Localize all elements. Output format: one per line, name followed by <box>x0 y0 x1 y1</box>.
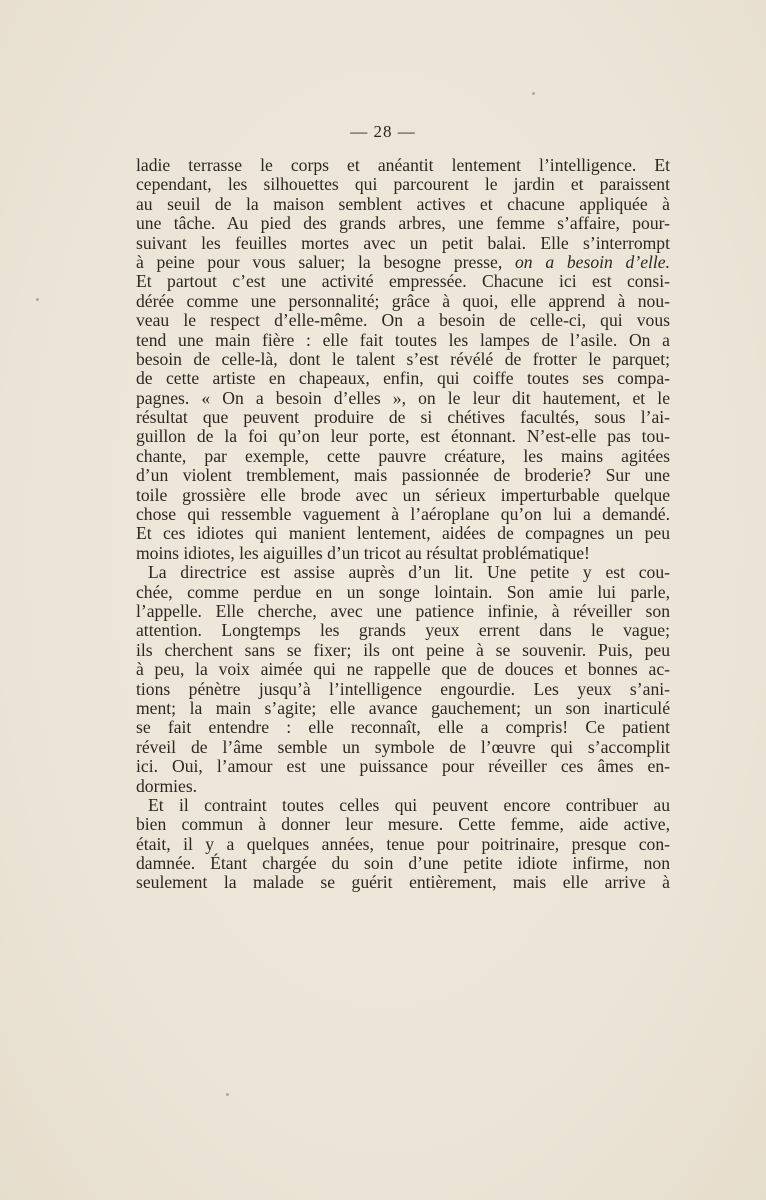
text-line <box>136 718 670 737</box>
text-line-content: seulement la malade se guérit entièrement, mais elle arrive à <box>136 872 670 893</box>
text-line <box>136 835 670 854</box>
text-line <box>136 757 670 776</box>
text-line <box>136 466 670 485</box>
text-line-content: attention. Longtemps les grands yeux errent dans le vague; <box>136 620 670 641</box>
text-line <box>136 369 670 388</box>
text-line-content: au seuil de la maison semblent actives et chacune appliquée à <box>136 193 670 214</box>
text-line-content: tend une main fière : elle fait toutes les lampes de l’asile. On a <box>136 329 670 350</box>
text-line <box>136 272 670 291</box>
text-line-content: veau le respect d’elle-même. On a besoin de celle-ci, qui vous <box>136 310 670 331</box>
text-line <box>136 195 670 214</box>
paper-speck <box>226 1093 229 1096</box>
text-line-content: guillon de la foi qu’on leur porte, est étonnant. N’est-elle pas tou- <box>136 426 670 447</box>
text-line-content: suivant les feuilles mortes avec un petit balai. Elle s’interrompt <box>136 232 670 253</box>
text-line <box>136 253 670 272</box>
text-line-content: bien commun à donner leur mesure. Cette femme, aide active, <box>136 814 670 835</box>
text-line-content: était, il y a quelques années, tenue pour poitrinaire, presque con- <box>136 833 670 854</box>
text-line <box>136 234 670 253</box>
text-line-content: chée, comme perdue en un songe lointain. Son amie lui parle, <box>136 581 670 602</box>
text-line <box>136 156 670 175</box>
text-line-content: de cette artiste en chapeaux, enfin, qui coiffe toutes ses compa- <box>136 368 670 389</box>
text-line-content: Et partout c’est une activité empressée. Chacune ici est consi- <box>136 271 670 292</box>
text-line-content: réveil de l’âme semble un symbole de l’œuvre qui s’accomplit <box>136 736 670 757</box>
text-line-content: ils cherchent sans se fixer; ils ont peine à se souvenir. Puis, peu <box>136 639 670 660</box>
paper-speck <box>36 298 39 301</box>
text-line <box>136 563 670 582</box>
text-line-content: cependant, les silhouettes qui parcourent le jardin et paraissent <box>136 174 670 195</box>
text-line <box>136 660 670 679</box>
text-line <box>136 641 670 660</box>
text-line-content: dérée comme une personnalité; grâce à quoi, elle apprend à nou- <box>136 290 670 311</box>
text-line <box>136 544 670 563</box>
text-line-content: pagnes. « On a besoin d’elles », on le leur dit hautement, et le <box>136 387 670 408</box>
text-line <box>136 486 670 505</box>
text-line <box>136 699 670 718</box>
text-line <box>136 311 670 330</box>
text-line-content: besoin de celle-là, dont le talent s’est révélé de frotter le parquet; <box>136 348 670 369</box>
text-line-content: se fait entendre : elle reconnaît, elle a compris! Ce patient <box>136 717 670 738</box>
text-line <box>136 331 670 350</box>
text-line-content: damnée. Étant chargée du soin d’une petite idiote infirme, non <box>136 853 670 874</box>
text-line <box>136 777 670 796</box>
text-line <box>136 505 670 524</box>
text-line <box>136 583 670 602</box>
text-line-content: à peine pour vous saluer; la besogne presse, <box>136 251 503 272</box>
text-line <box>136 447 670 466</box>
text-line <box>136 854 670 873</box>
text-line <box>136 796 670 815</box>
text-line-content: ladie terrasse le corps et anéantit lentement l’intelligence. Et <box>136 155 670 175</box>
text-line <box>136 524 670 543</box>
text-line-content: toile grossière elle brode avec un sérieux imperturbable quelque <box>136 484 670 505</box>
text-line-content: moins idiotes, les aiguilles d’un tricot au résultat problématique! <box>136 542 590 563</box>
text-line-content: dormies. <box>136 775 198 796</box>
text-line-content: La directrice est assise auprès d’un lit. Une petite y est cou- <box>148 562 670 583</box>
text-line-content: tions pénètre jusqu’à l’intelligence engourdie. Les yeux s’ani- <box>136 678 670 699</box>
text-line <box>136 602 670 621</box>
text-line-content: résultat que peuvent produire de si chétives facultés, sous l’ai- <box>136 407 670 428</box>
text-line-content: ment; la main s’agite; elle avance gauchement; un son inarticulé <box>136 697 670 718</box>
italic-emphasis: on a besoin d’elle. <box>514 251 670 272</box>
text-line-content: l’appelle. Elle cherche, avec une patience infinie, à réveiller son <box>136 600 670 621</box>
text-line-content: Et ces idiotes qui manient lentement, aidées de compagnes un peu <box>136 523 670 544</box>
text-line <box>136 389 670 408</box>
text-line <box>136 815 670 834</box>
text-line <box>136 621 670 640</box>
text-line-content: à peu, la voix aimée qui ne rappelle que de douces et bonnes ac- <box>136 659 670 680</box>
text-line <box>136 738 670 757</box>
text-line <box>136 873 670 892</box>
text-line <box>136 292 670 311</box>
text-line-content: ici. Oui, l’amour est une puissance pour réveiller ces âmes en- <box>136 756 670 777</box>
text-line-content: chose qui ressemble vaguement à l’aéroplane qu’on lui a demandé. <box>136 504 670 525</box>
text-line-content: Et il contraint toutes celles qui peuvent encore contribuer au <box>148 794 670 815</box>
text-line <box>136 350 670 369</box>
text-line <box>136 408 670 427</box>
text-line <box>136 427 670 446</box>
text-line <box>136 214 670 233</box>
text-line <box>136 175 670 194</box>
text-line-content: une tâche. Au pied des grands arbres, une femme s’affaire, pour- <box>136 213 670 234</box>
paper-speck <box>532 92 535 95</box>
text-line-content: d’un violent tremblement, mais passionnée de broderie? Sur une <box>136 465 670 486</box>
page-number: — 28 — <box>350 122 416 141</box>
body-text <box>136 156 670 893</box>
text-line-content: chante, par exemple, cette pauvre créature, les mains agitées <box>136 445 670 466</box>
text-line <box>136 680 670 699</box>
